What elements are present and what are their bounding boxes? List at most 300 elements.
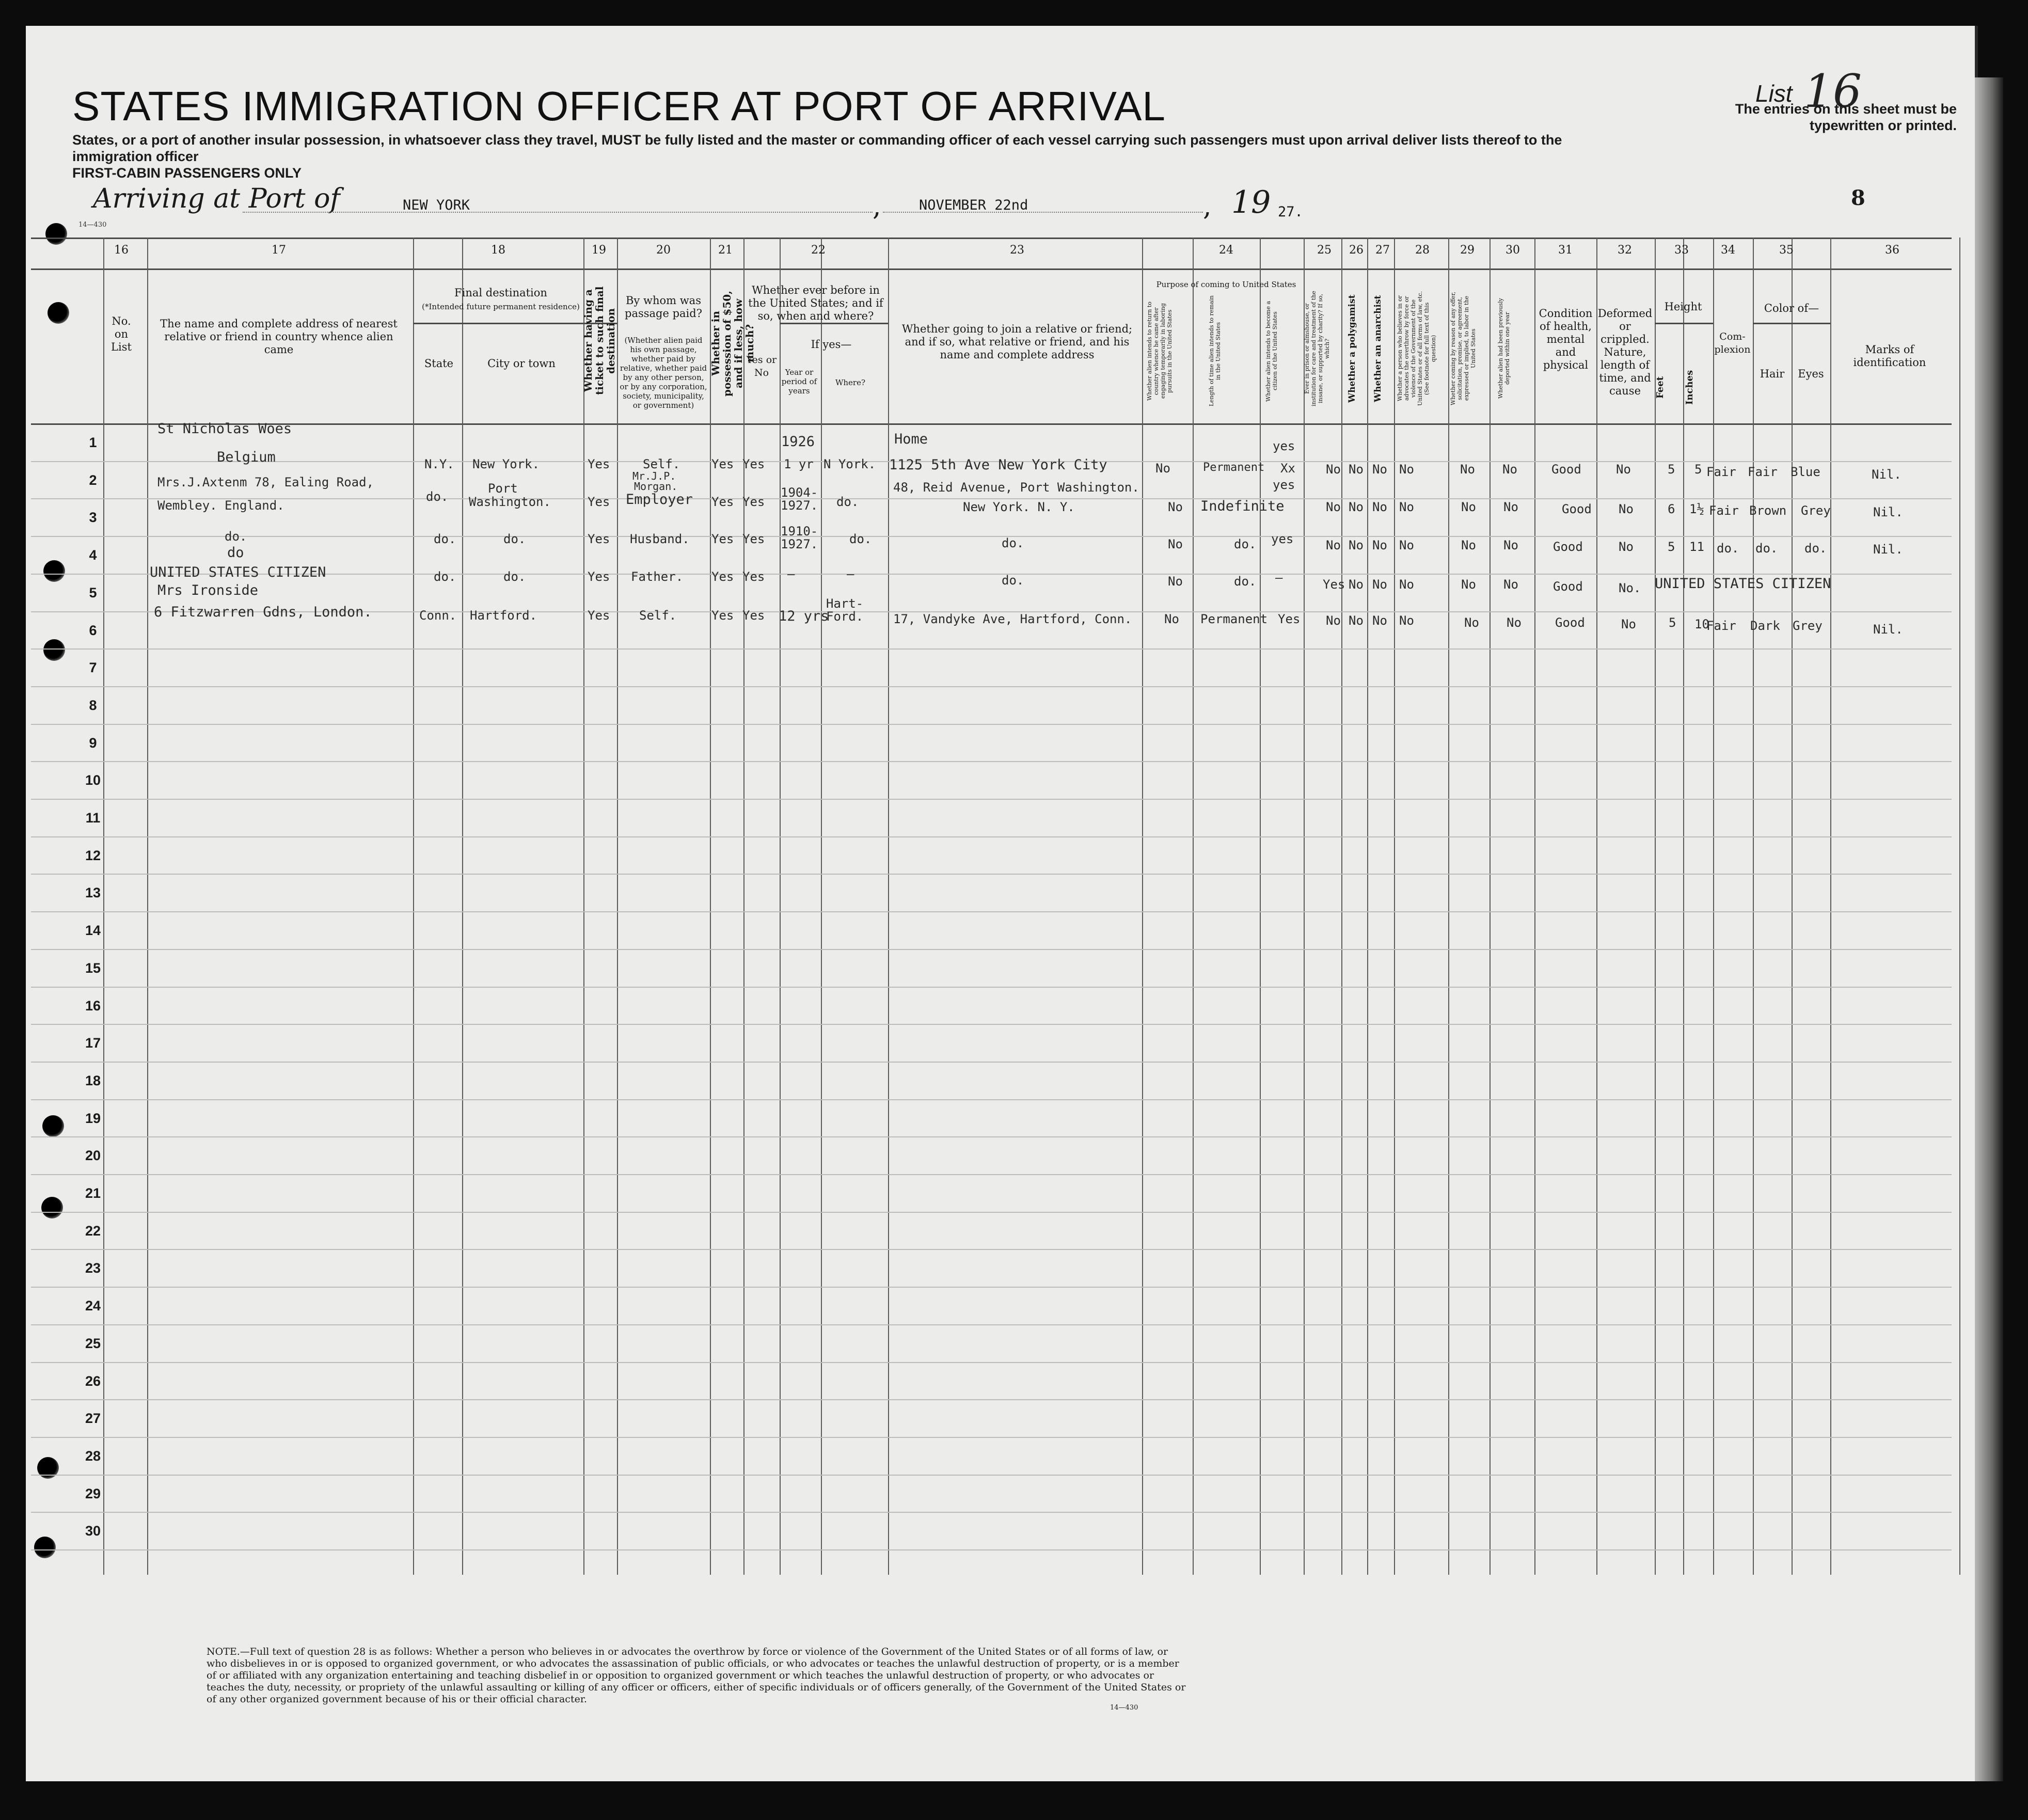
col-number: 34 xyxy=(1721,244,1735,257)
r2-marks: Nil. xyxy=(1873,505,1903,519)
r3-citizen: yes xyxy=(1271,532,1294,546)
comma: , xyxy=(873,191,881,222)
r4-fifty: Yes xyxy=(711,569,734,584)
r5-hair: Dark xyxy=(1750,619,1780,633)
r1-relative-a: St Nicholas Woes xyxy=(157,421,292,437)
port-value: NEW YORK xyxy=(403,197,470,213)
col-header-anarchist: Whether an anarchist xyxy=(1373,295,1383,402)
grid-row-rule xyxy=(31,1287,1952,1288)
grid-row-rule xyxy=(31,1174,1952,1175)
col-number: 33 xyxy=(1674,244,1689,257)
row-number: 1 xyxy=(89,435,97,450)
col-number: 20 xyxy=(656,244,671,257)
grid-row-rule xyxy=(31,1475,1952,1476)
grid-row-rule xyxy=(31,949,1952,950)
r5-state: Conn. xyxy=(419,608,457,623)
r2-state: do. xyxy=(426,489,449,504)
r1-citizen-a: yes xyxy=(1273,439,1295,453)
r4-ticket: Yes xyxy=(588,569,610,584)
row-number: 8 xyxy=(89,697,97,713)
r5-fifty: Yes xyxy=(711,608,734,623)
r4-state: do. xyxy=(434,569,456,584)
year-suffix: 27. xyxy=(1278,204,1303,220)
r3-ticket: Yes xyxy=(588,532,610,546)
r1-ticket: Yes xyxy=(588,457,610,471)
row-number: 9 xyxy=(89,735,97,751)
r2-health: Good xyxy=(1562,502,1592,516)
col-number: 22 xyxy=(811,244,826,257)
col-header-city: City or town xyxy=(487,357,556,370)
col-header-deformed: Deformed or crippled. Nature, length of time, and cause xyxy=(1597,307,1653,397)
r1-year-a: 1926 xyxy=(781,434,815,450)
r1-deformed: No xyxy=(1616,462,1631,477)
r2-feet: 6 xyxy=(1668,502,1675,516)
intro-line-1: States, or a port of another insular possession, in whatsoever class they travel, MUST be fully listed and the master or commanding officer of each vessel carrying such passengers must upon arrival deliver lists thereof to the immigration officer xyxy=(72,132,1562,164)
row-number: 16 xyxy=(85,998,101,1014)
r2-paid-c: Employer xyxy=(626,492,693,508)
r3-feet: 5 xyxy=(1668,540,1675,554)
r2-eyes: Grey xyxy=(1801,503,1831,518)
r4-anarchist: No xyxy=(1372,577,1387,592)
r1-inches: 5 xyxy=(1694,462,1702,477)
r3-length: do. xyxy=(1234,537,1257,551)
r3-polygamist: No xyxy=(1349,538,1364,552)
r2-offer: No xyxy=(1461,500,1476,514)
r4-before: Yes xyxy=(742,569,765,584)
grid-row-rule xyxy=(31,1549,1952,1550)
grid-column-rule xyxy=(1490,238,1491,1575)
r2-year-a: 1904- xyxy=(781,485,818,500)
col-header-no: No. on List xyxy=(111,315,132,353)
r2-paid-b: Morgan. xyxy=(634,480,678,493)
grid-row-rule xyxy=(31,1399,1952,1400)
grid-row-rule xyxy=(31,648,1952,650)
r2-fifty: Yes xyxy=(711,495,734,509)
grid-column-rule xyxy=(1193,238,1194,1575)
r5-return: No xyxy=(1164,612,1179,626)
grid-row-rule xyxy=(31,874,1952,875)
r4-prison: Yes xyxy=(1323,577,1345,592)
r5-relative-a: Mrs Ironside xyxy=(157,582,259,598)
grid-column-rule xyxy=(1142,238,1143,1575)
r3-return: No xyxy=(1168,537,1183,551)
manifest-grid xyxy=(31,238,1952,1575)
col-header-complexion: Com-plexion xyxy=(1714,331,1751,355)
grid-column-rule xyxy=(1394,238,1395,1575)
r3-deformed: No xyxy=(1619,540,1634,554)
r5-paid: Self. xyxy=(639,608,677,623)
r3-overthrow: No xyxy=(1399,538,1414,552)
r3-inches: 11 xyxy=(1689,540,1704,554)
r3-where: do. xyxy=(849,532,872,546)
row-number: 27 xyxy=(85,1411,101,1427)
col-header-before: Whether ever before in the United States; and if so, when and where? xyxy=(748,284,883,322)
col-header-prison: Ever in prison or almshouse, or institution for care and treatment of the insane, or supported by charity? If so, which? xyxy=(1304,291,1330,406)
r3-join: do. xyxy=(1002,536,1024,550)
col-header-overthrow: Whether a person who believes in or advocates the overthrow by force or violence of the Government of the United States or of all forms of law, etc. (See footnote for full text of this question) xyxy=(1397,291,1437,406)
row-number: 29 xyxy=(85,1485,101,1501)
col-number: 19 xyxy=(592,244,606,257)
r2-deported: No xyxy=(1503,500,1518,514)
r3-hair: do. xyxy=(1755,541,1778,556)
col-header-eyes: Eyes xyxy=(1798,368,1824,380)
r1-join-b: 1125 5th Ave New York City xyxy=(889,457,1107,473)
row-number: 25 xyxy=(85,1335,101,1351)
col-header-offer: Whether coming by reason of any offer, solicitation, promise, or agreement, expressed or implied, to labor in the United States xyxy=(1450,292,1477,405)
grid-column-rule xyxy=(1655,238,1656,1575)
r5-offer: No xyxy=(1464,615,1479,630)
arriving-label-wrap xyxy=(93,183,340,214)
grid-column-rule xyxy=(1959,238,1960,1575)
r4-overthrow: No xyxy=(1399,577,1414,592)
grid-row-rule xyxy=(31,1136,1952,1137)
r4-relative-b: UNITED STATES CITIZEN xyxy=(150,564,326,580)
col-header-year: Year or period of years xyxy=(781,368,817,395)
r5-relative-b: 6 Fitzwarren Gdns, London. xyxy=(154,604,372,620)
r5-year: 12 yrs xyxy=(779,608,829,624)
port-line xyxy=(243,212,873,213)
r4-where: — xyxy=(847,567,854,581)
r2-relative-b: Wembley. England. xyxy=(157,498,284,513)
col-header-relative: The name and complete address of nearest relative or friend in country whence alien came xyxy=(160,318,398,356)
r1-overthrow: No xyxy=(1399,462,1414,477)
r3-anarchist: No xyxy=(1372,538,1387,552)
r2-polygamist: No xyxy=(1349,500,1364,514)
row-number: 7 xyxy=(89,660,97,676)
r5-polygamist: No xyxy=(1349,613,1364,628)
intro-line-2: FIRST-CABIN PASSENGERS ONLY xyxy=(72,165,302,181)
r3-paid: Husband. xyxy=(630,532,690,546)
row-number: 22 xyxy=(85,1223,101,1239)
r2-return: No xyxy=(1168,500,1183,514)
arriving-label: Arriving at Port of xyxy=(93,183,340,214)
r5-citizen: Yes xyxy=(1278,612,1301,626)
r3-relative: do. xyxy=(225,529,247,544)
row-number: 2 xyxy=(89,472,97,488)
grid-row-rule xyxy=(31,1362,1952,1363)
r4-citizen: — xyxy=(1275,571,1283,585)
r5-feet: 5 xyxy=(1669,615,1676,630)
col-number: 16 xyxy=(114,244,129,257)
r5-deformed: No xyxy=(1621,617,1636,631)
r5-city: Hartford. xyxy=(470,608,537,623)
r1-polygamist: No xyxy=(1349,462,1364,477)
r5-before: Yes xyxy=(742,608,765,623)
r5-deported: No xyxy=(1507,615,1522,630)
r1-prison: No xyxy=(1326,462,1341,477)
r5-complexion: Fair xyxy=(1706,619,1736,633)
row-number: 30 xyxy=(85,1523,101,1539)
r2-inches: 1½ xyxy=(1689,502,1704,516)
grid-header-rule xyxy=(31,423,1952,425)
grid-column-rule xyxy=(1260,238,1261,1575)
col-header-feet: Feet xyxy=(1655,376,1666,399)
r2-hair: Brown xyxy=(1749,503,1787,518)
grid-colnum-rule xyxy=(31,268,1952,270)
r3-deported: No xyxy=(1503,538,1518,552)
grid-row-rule xyxy=(31,1024,1952,1025)
grid-row-rule xyxy=(31,1099,1952,1100)
col-number: 35 xyxy=(1779,244,1794,257)
date-value: NOVEMBER 22nd xyxy=(919,197,1028,213)
col-header-where: Where? xyxy=(835,378,866,387)
grid-column-rule xyxy=(1367,238,1368,1575)
r2-prison: No xyxy=(1326,500,1341,514)
list-label: List xyxy=(1755,80,1793,107)
row-number: 28 xyxy=(85,1448,101,1464)
grid-row-rule xyxy=(31,686,1952,687)
r3-city: do. xyxy=(503,532,526,546)
page-number: 8 xyxy=(1851,186,1865,210)
r1-offer: No xyxy=(1460,462,1475,477)
grid-row-rule xyxy=(31,987,1952,988)
r2-ticket: Yes xyxy=(588,495,610,509)
r2-join-a: 48, Reid Avenue, Port Washington. xyxy=(893,480,1139,495)
grid-column-rule xyxy=(780,238,781,1575)
col-header-color: Color of— xyxy=(1764,302,1819,314)
r1-return: No xyxy=(1155,461,1170,476)
r5-overthrow: No xyxy=(1399,613,1414,628)
row-number: 14 xyxy=(85,923,101,939)
r2-anarchist: No xyxy=(1372,500,1387,514)
grid-column-rule xyxy=(1830,238,1831,1575)
grid-column-rule xyxy=(1448,238,1449,1575)
col-number: 21 xyxy=(718,244,733,257)
r3-complexion: do. xyxy=(1717,541,1739,556)
r1-where: N York. xyxy=(823,457,876,471)
col-number: 32 xyxy=(1618,244,1632,257)
r1-year-b: 1 yr xyxy=(784,457,814,471)
grid-column-rule xyxy=(413,238,414,1575)
r3-fifty: Yes xyxy=(711,532,734,546)
r1-length: Permanent xyxy=(1203,461,1265,474)
grid-column-rule xyxy=(743,238,744,1575)
row-number: 6 xyxy=(89,622,97,638)
r2-relative-a: Mrs.J.Axtenm 78, Ealing Road, xyxy=(157,475,374,489)
footnote: NOTE.—Full text of question 28 is as follows: Whether a person who believes in or advocates the overthrow by force or violence of the Government of the United States or of all forms of law, or who disbelieves in or is opposed to organized government, or who advocates the assassination of public officials, or who advocates or teaches the unlawful destruction of property, or is a member of or affiliated with any organization entertaining and teaching disbelief in or opposition to organized government or which teaches the unlawful destruction of property, or who advocates or teaches the duty, necessity, or propriety of the unlawful assaulting or killing of any officer or officers, either of specific individuals or of officers generally, of the Government of the United States or of any other organized government because of his or their official character. xyxy=(207,1646,1186,1705)
col-header-purpose-citizen: Whether alien intends to become a citizen of the United States xyxy=(1265,300,1278,402)
typewritten-note: The entries on this sheet must be typewritten or printed. xyxy=(1735,101,1957,133)
row-number: 13 xyxy=(85,885,101,901)
grid-column-rule xyxy=(147,238,148,1575)
header-sub-rule xyxy=(780,323,888,324)
r1-state: N.Y. xyxy=(424,457,454,471)
grid-column-rule xyxy=(1534,238,1535,1575)
r1-fifty: Yes xyxy=(711,457,734,471)
row-number: 20 xyxy=(85,1148,101,1164)
grid-row-rule xyxy=(31,1437,1952,1438)
r3-year-a: 1910- xyxy=(781,524,818,539)
r1-complexion: Fair xyxy=(1706,465,1736,479)
r2-year-b: 1927. xyxy=(781,498,818,513)
year-prefix: 19 xyxy=(1231,184,1271,220)
footnote-form-code: 14—430 xyxy=(1110,1704,1138,1712)
r1-deported: No xyxy=(1502,462,1517,477)
r5-length: Permanent xyxy=(1200,612,1268,626)
grid-row-rule xyxy=(31,1324,1952,1325)
header-sub-rule xyxy=(1655,323,1713,324)
r3-offer: No xyxy=(1461,538,1476,552)
row-number: 23 xyxy=(85,1260,101,1276)
r1-health: Good xyxy=(1551,462,1581,477)
grid-row-rule xyxy=(31,724,1952,725)
col-number: 23 xyxy=(1010,244,1024,257)
grid-column-rule xyxy=(462,238,463,1575)
r2-city-a: Port xyxy=(488,481,518,496)
r5-where-b: Ford. xyxy=(826,609,864,624)
r2-paid-a: Mr.J.P. xyxy=(632,470,676,482)
col-number: 30 xyxy=(1506,244,1520,257)
r1-hair: Fair xyxy=(1748,465,1778,479)
grid-column-rule xyxy=(1792,238,1793,1575)
row-number: 12 xyxy=(85,847,101,863)
r5-where-a: Hart- xyxy=(826,596,864,611)
r4-city: do. xyxy=(503,569,526,584)
r3-before: Yes xyxy=(742,532,765,546)
grid-column-rule xyxy=(1713,238,1714,1575)
r5-ticket: Yes xyxy=(588,608,610,623)
r5-inches: 10 xyxy=(1694,617,1709,631)
r3-health: Good xyxy=(1553,540,1583,554)
col-number: 25 xyxy=(1317,244,1332,257)
grid-column-rule xyxy=(1753,238,1754,1575)
r4-paid: Father. xyxy=(631,569,684,584)
r1-before: Yes xyxy=(742,457,765,471)
col-header-paid: By whom was passage paid? xyxy=(625,294,702,320)
row-number: 11 xyxy=(85,810,101,826)
col-header-destination: Final destination xyxy=(454,287,547,299)
r2-city-b: Washington. xyxy=(469,495,551,509)
list-number: 16 xyxy=(1804,65,1862,118)
grid-column-rule xyxy=(710,238,711,1575)
col-header-health: Condition of health, mental and physical xyxy=(1539,307,1593,371)
r2-overthrow: No xyxy=(1399,500,1414,514)
col-header-state: State xyxy=(424,357,454,370)
r3-eyes: do. xyxy=(1804,541,1827,556)
comma: , xyxy=(1203,191,1212,222)
r4-length: do. xyxy=(1234,574,1257,589)
r2-complexion: Fair xyxy=(1709,503,1739,518)
col-header-inches: Inches xyxy=(1684,370,1695,405)
r5-health: Good xyxy=(1555,615,1585,630)
row-number: 18 xyxy=(85,1072,101,1088)
form-code: 14—430 xyxy=(78,221,107,229)
r5-eyes: Grey xyxy=(1793,619,1823,633)
r1-marks: Nil. xyxy=(1872,467,1902,482)
col-header-purpose-return: Whether alien intends to return to country whence he came after engaging temporarily in laboring pursuits in the United States xyxy=(1146,302,1173,401)
col-number: 24 xyxy=(1219,244,1233,257)
r5-marks: Nil. xyxy=(1873,622,1903,637)
row-number: 24 xyxy=(85,1298,101,1314)
grid-row-rule xyxy=(31,1212,1952,1213)
r1-anarchist: No xyxy=(1372,462,1387,477)
grid-row-rule xyxy=(31,836,1952,837)
row-number: 4 xyxy=(89,547,97,563)
r5-join: 17, Vandyke Ave, Hartford, Conn. xyxy=(893,612,1132,626)
grid-column-rule xyxy=(1304,238,1305,1575)
col-header-ifyes: If yes— xyxy=(811,338,852,351)
r2-citizen: yes xyxy=(1273,478,1295,492)
r3-prison: No xyxy=(1326,538,1341,552)
col-number: 36 xyxy=(1885,244,1899,257)
row-number: 3 xyxy=(89,510,97,526)
r4-return: No xyxy=(1168,574,1183,589)
r4-deported: No xyxy=(1503,577,1518,592)
page-title: STATES IMMIGRATION OFFICER AT PORT OF ARRIVAL xyxy=(72,83,1166,129)
r1-eyes: Blue xyxy=(1791,465,1820,479)
col-header-deported: Whether alien had been previously deported within one year xyxy=(1497,298,1511,399)
col-header-fifty: Whether in possession of $50, and if less, how much? xyxy=(709,290,756,397)
col-header-polygamist: Whether a polygamist xyxy=(1347,294,1357,403)
r2-deformed: No xyxy=(1619,502,1634,516)
r3-state: do. xyxy=(434,532,456,546)
r4-relative-a: do xyxy=(227,545,244,561)
grid-top-rule xyxy=(31,238,1952,239)
col-header-before-yesno: Yes or No xyxy=(746,354,777,378)
r2-join-b: New York. N. Y. xyxy=(963,500,1075,514)
col-header-purpose: Purpose of coming to United States xyxy=(1156,280,1296,289)
r5-anarchist: No xyxy=(1372,613,1387,628)
col-header-destination-sub: (*Intended future permanent residence) xyxy=(422,302,580,311)
col-number: 27 xyxy=(1375,244,1390,257)
row-number: 26 xyxy=(85,1373,101,1389)
r3-marks: Nil. xyxy=(1873,542,1903,557)
col-header-marks: Marks of identification xyxy=(1853,343,1926,369)
r4-join: do. xyxy=(1002,573,1024,588)
grid-row-rule xyxy=(31,1062,1952,1063)
col-header-hair: Hair xyxy=(1760,368,1785,380)
r4-year: — xyxy=(787,567,795,581)
col-header-paid-sub: (Whether alien paid his own passage, whether paid by relative, whether paid by any other person, or by any corporation, society, municipality, or government) xyxy=(620,336,707,410)
grid-row-rule xyxy=(31,761,1952,762)
row-number: 17 xyxy=(85,1035,101,1051)
r4-offer: No xyxy=(1461,577,1476,592)
r4-health: Good xyxy=(1553,579,1583,594)
grid-column-rule xyxy=(1341,238,1342,1575)
grid-column-rule xyxy=(1683,238,1684,1575)
col-number: 18 xyxy=(491,244,505,257)
col-header-purpose-length: Length of time alien intends to remain in the United States xyxy=(1208,295,1222,407)
col-header-height: Height xyxy=(1664,300,1702,313)
grid-column-rule xyxy=(821,238,822,1575)
r1-join-a: Home xyxy=(894,431,928,447)
r4-deformed: No. xyxy=(1619,581,1641,595)
col-number: 29 xyxy=(1460,244,1475,257)
r2-where: do. xyxy=(836,495,859,509)
r4-status: UNITED STATES CITIZEN xyxy=(1655,576,1831,592)
col-header-ticket: Whether having a ticket to such final destination xyxy=(582,286,617,395)
grid-column-rule xyxy=(888,238,889,1575)
grid-row-rule xyxy=(31,536,1952,537)
row-number: 15 xyxy=(85,960,101,976)
header-sub-rule xyxy=(1753,323,1830,324)
r4-polygamist: No xyxy=(1349,577,1364,592)
page-stack-edge xyxy=(1975,77,2003,1781)
row-number: 21 xyxy=(85,1185,101,1201)
r1-relative-b: Belgium xyxy=(217,449,276,465)
r2-length: Indefinite xyxy=(1200,498,1285,514)
r3-year-b: 1927. xyxy=(781,537,818,551)
intro-text xyxy=(72,132,1621,181)
r5-prison: No xyxy=(1326,613,1341,628)
grid-row-rule xyxy=(31,1512,1952,1513)
row-number: 19 xyxy=(85,1110,101,1126)
col-number: 31 xyxy=(1558,244,1573,257)
grid-row-rule xyxy=(31,1249,1952,1250)
row-number: 5 xyxy=(89,584,97,600)
r1-city: New York. xyxy=(472,457,540,471)
col-header-join: Whether going to join a relative or friend; and if so, what relative or friend, and his name and complete address xyxy=(901,323,1133,361)
